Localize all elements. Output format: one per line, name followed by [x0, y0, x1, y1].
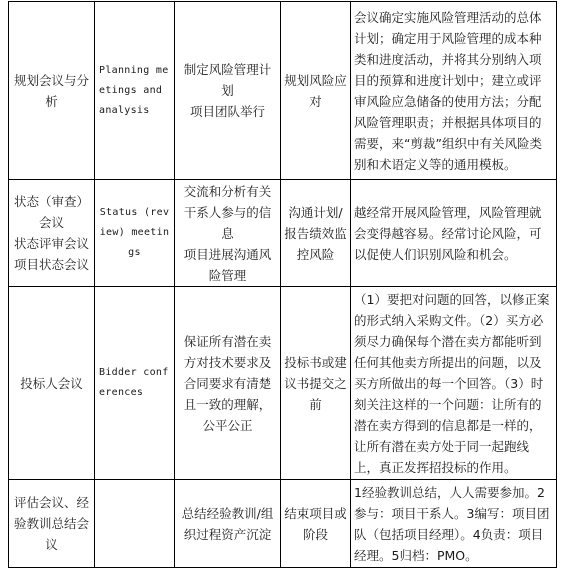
- meeting-name: 规划会议与分析: [13, 72, 89, 109]
- meeting-name-cell: [9, 180, 95, 287]
- meeting-detail-cell: [351, 180, 557, 287]
- table-row: [9, 287, 557, 480]
- meeting-detail: 会议确定实施风险管理活动的总体计划；确定用于风险管理的成本种类和进度活动，并将其分别纳入项目的预算和进度计划中；建立或评审风险应急储备的使用方法；分配风险管理职责；并根据具体项目的需要，来“剪裁”组织中有关风险类别和术语定义等的通用模板。: [354, 9, 542, 172]
- meeting-purpose-cell: [175, 480, 281, 568]
- meeting-detail: 1经验教训总结，人人需要参加。2参与：项目干系人。3编写：项目团队（包括项目经理）。4负责：项目经理。5归档：PMO。: [354, 484, 550, 563]
- meeting-detail-cell: [351, 2, 557, 180]
- meeting-process: 规划风险应对: [284, 72, 347, 109]
- meeting-english-cell: [95, 287, 175, 480]
- meeting-purpose: 项目进展沟通风险管理: [183, 246, 272, 283]
- table-row: [9, 480, 557, 568]
- meeting-name: 状态评审会议: [13, 236, 89, 251]
- meeting-english-cell: [95, 2, 175, 180]
- meeting-english: Status (review) meetings: [99, 207, 170, 258]
- meeting-english-cell: [95, 180, 175, 287]
- meeting-process: 结束项目或阶段: [284, 505, 347, 542]
- meeting-process: 沟通计划/报告绩效监控风险: [284, 204, 347, 262]
- meeting-process-cell: [281, 480, 351, 568]
- meeting-name: 状态（审查）会议: [13, 194, 89, 230]
- meetings-table: [8, 1, 557, 568]
- meeting-purpose-cell: [175, 180, 281, 287]
- meeting-detail: （1）要把对问题的回答，以修正案的形式纳入采购文件。（2）买方必须尽力确保每个潜在卖方都能听到任何其他卖方所提出的问题，以及买方所做出的每一个回答。（3）时刻关注这样的一个问题：让所有的潜在卖方得到的信息都是一样的，让所有潜在卖方处于同一起跑线上，真正发挥招投标的作用。: [354, 291, 550, 475]
- table-row: [9, 180, 557, 287]
- meeting-purpose: 总结经验教训/组织过程资产沉淀: [181, 505, 274, 542]
- meeting-english: Planning meetings and analysis: [99, 64, 169, 116]
- meeting-detail: 越经常开展风险管理，风险管理就会变得越容易。经常讨论风险，可以促使人们识别风险和机会。: [354, 204, 542, 262]
- meeting-name-cell: [9, 287, 95, 480]
- meeting-process-cell: [281, 2, 351, 180]
- meeting-english-cell: [95, 480, 175, 568]
- meeting-process-cell: [281, 180, 351, 287]
- meeting-name-cell: [9, 2, 95, 180]
- meeting-purpose: 保证所有潜在卖方对技术要求及合同要求有清楚且一致的理解，公平公正: [183, 333, 272, 433]
- table-row: [9, 2, 557, 180]
- meeting-english: Bidder conferences: [99, 367, 169, 398]
- meeting-detail-cell: [351, 287, 557, 480]
- meeting-detail-cell: [351, 480, 557, 568]
- meeting-purpose: 交流和分析有关干系人参与的信息: [183, 183, 272, 241]
- meeting-process: 投标书或建议书提交之前: [284, 354, 347, 412]
- meeting-name: 项目状态会议: [13, 257, 89, 272]
- meeting-purpose: 项目团队举行: [189, 104, 265, 119]
- meeting-name: 投标人会议: [20, 375, 83, 391]
- meeting-name-cell: [9, 480, 95, 568]
- meeting-purpose: 制定风险管理计划: [183, 62, 272, 98]
- meeting-purpose-cell: [175, 2, 281, 180]
- meeting-purpose-cell: [175, 287, 281, 480]
- meeting-name: 评估会议、经验教训总结会议: [13, 495, 89, 552]
- meeting-process-cell: [281, 287, 351, 480]
